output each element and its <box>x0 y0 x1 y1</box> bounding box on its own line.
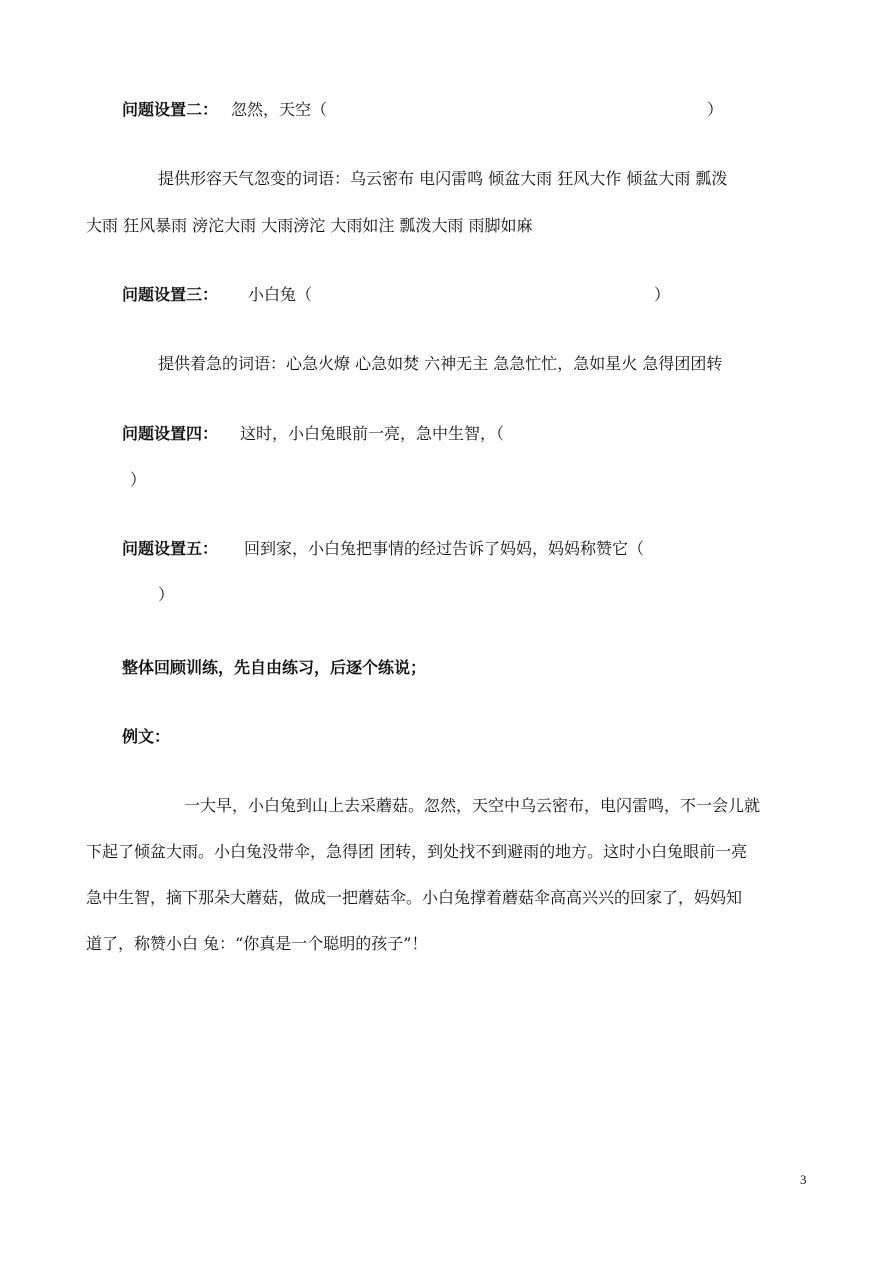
example-paragraph-line: 一大早，小白兔到山上去采蘑菇。忽然，天空中乌云密布，电闪雷鸣，不一会儿就 <box>184 796 761 815</box>
q4-text: 这时，小白兔眼前一亮，急中生智，（ <box>240 424 505 443</box>
page-number: 3 <box>800 1172 807 1187</box>
q3-close-paren: ） <box>654 285 671 304</box>
example-paragraph-line: 道了，称赞小白 兔：“你真是一个聪明的孩子”！ <box>86 934 428 953</box>
weather-words-line-1: 提供形容天气忽变的词语：乌云密布 电闪雷鸣 倾盆大雨 狂风大作 倾盆大雨 瓢泼 <box>158 169 728 188</box>
q4-label: 问题设置四： <box>122 424 219 443</box>
q2-text: 忽然，天空（ <box>231 100 328 119</box>
q5-text: 回到家，小白兔把事情的经过告诉了妈妈，妈妈称赞它（ <box>244 539 645 558</box>
example-paragraph-line: 下起了倾盆大雨。小白兔没带伞，急得团 团转，到处找不到避雨的地方。这时小白兔眼前一亮 <box>86 842 748 861</box>
q5-close-paren: ） <box>158 585 175 604</box>
q2-label: 问题设置二： <box>122 100 219 119</box>
example-label: 例文： <box>122 727 171 746</box>
weather-words-line-2: 大雨 狂风暴雨 滂沱大雨 大雨滂沱 大雨如注 瓢泼大雨 雨脚如麻 <box>86 216 533 235</box>
q4-close-paren: ） <box>130 470 147 489</box>
q5-label: 问题设置五： <box>122 539 219 558</box>
example-paragraph-line: 急中生智，摘下那朵大蘑菇，做成一把蘑菇伞。小白兔撑着蘑菇伞高高兴兴的回家了，妈妈知 <box>86 888 743 907</box>
review-instruction: 整体回顾训练，先自由练习，后逐个练说； <box>122 658 427 677</box>
q3-label: 问题设置三： <box>122 285 219 304</box>
q3-text: 小白兔（ <box>248 285 313 304</box>
q2-close-paren: ） <box>707 100 724 119</box>
anxious-words-line: 提供着急的词语：心急火燎 心急如焚 六神无主 急急忙忙，急如星火 急得团团转 <box>158 354 723 373</box>
